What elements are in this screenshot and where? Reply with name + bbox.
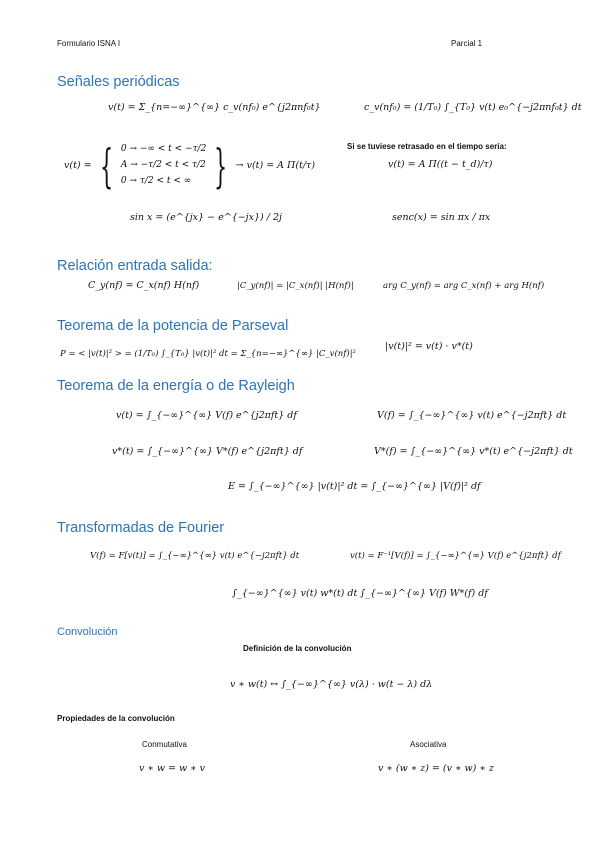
eq-inner-product: ∫_{−∞}^{∞} v(t) w*(t) dt ∫_{−∞}^{∞} V(f) W*(f) df (232, 588, 488, 599)
eq-inverse-fourier-transform: v(t) = F⁻¹[V(f)] = ∫_{−∞}^{∞} V(f) e^{j2πft} df (350, 551, 561, 561)
piecewise-case: 0 → −∞ < t < −τ/2 (120, 144, 207, 154)
eq-piecewise-pulse (64, 138, 316, 193)
header-partial: Parcial 1 (451, 39, 483, 48)
eq-io-magnitude: |C_y(nf)| = |C_x(nf)| |H(nf)| (237, 281, 354, 291)
eq-commutative: v ∗ w = w ∗ v (139, 763, 205, 774)
eq-conjugate-inverse: v*(t) = ∫_{−∞}^{∞} V*(f) e^{j2πft} df (112, 446, 303, 457)
eq-fourier-coefficient: c_v(nf₀) = (1/T₀) ∫_{T₀} v(t) e₀^{−j2πnf₀t} dt (364, 102, 582, 113)
piecewise-case: A → −τ/2 < t < τ/2 (120, 159, 206, 170)
section-title-rayleigh: Teorema de la energía o de Rayleigh (57, 378, 295, 394)
eq-io-product: C_y(nf) = C_x(nf) H(nf) (88, 280, 200, 291)
eq-forward-transform: V(f) = ∫_{−∞}^{∞} v(t) e^{−j2πft} dt (377, 410, 567, 421)
eq-rayleigh-energy: E = ∫_{−∞}^{∞} |v(t)|² dt = ∫_{−∞}^{∞} |V(f)|² df (228, 481, 481, 492)
eq-magnitude-squared: |v(t)|² = v(t) · v*(t) (385, 341, 473, 352)
section-title-fourier: Transformadas de Fourier (57, 520, 225, 536)
eq-io-phase: arg C_y(nf) = arg C_x(nf) + arg H(nf) (383, 281, 545, 291)
section-title-io: Relación entrada salida: (57, 258, 213, 274)
section-title-periodic: Señales periódicas (57, 74, 180, 90)
eq-sine-identity: sin x = (e^{jx} − e^{−jx}) / 2j (130, 212, 282, 223)
eq-associative: v ∗ (w ∗ z) = (v ∗ w) ∗ z (378, 763, 494, 774)
eq-convolution-definition: v ∗ w(t) ↔ ∫_{−∞}^{∞} v(λ) · w(t − λ) dλ (230, 679, 433, 690)
eq-conjugate-forward: V*(f) = ∫_{−∞}^{∞} v*(t) e^{−j2πft} dt (374, 446, 573, 457)
left-brace-symbol: { (99, 138, 113, 193)
commutative-label: Conmutativa (142, 740, 187, 749)
convolution-definition-title: Definición de la convolución (243, 644, 352, 653)
piecewise-rhs: → v(t) = A Π(t/τ) (235, 160, 316, 172)
convolution-properties-title: Propiedades de la convolución (57, 714, 175, 723)
eq-fourier-series: v(t) = Σ_{n=−∞}^{∞} c_v(nf₀) e^{j2πnf₀t} (108, 102, 321, 113)
eq-inverse-transform: v(t) = ∫_{−∞}^{∞} V(f) e^{j2πft} df (116, 410, 297, 421)
piecewise-cases (121, 142, 206, 189)
delay-note: Si se tuviese retrasado en el tiempo sería: (347, 142, 507, 151)
section-title-parseval: Teorema de la potencia de Parseval (57, 318, 289, 334)
eq-fourier-transform: V(f) = F[v(t)] = ∫_{−∞}^{∞} v(t) e^{−j2πft} dt (90, 551, 300, 561)
eq-delayed-pulse: v(t) = A Π((t − t_d)/τ) (388, 159, 493, 170)
header-title: Formulario ISNA I (57, 39, 121, 48)
associative-label: Asociativa (410, 740, 447, 749)
right-brace-symbol: } (214, 138, 228, 193)
eq-sinc: senc(x) = sin πx / πx (392, 212, 491, 223)
piecewise-lhs: v(t) = (64, 160, 92, 172)
eq-parseval-power: P = < |v(t)|² > = (1/T₀) ∫_{T₀} |v(t)|² dt = Σ_{n=−∞}^{∞} |C_v(nf)|² (60, 349, 356, 359)
piecewise-case: 0 → τ/2 < t < ∞ (120, 175, 192, 186)
section-title-convolution: Convolución (57, 626, 118, 638)
